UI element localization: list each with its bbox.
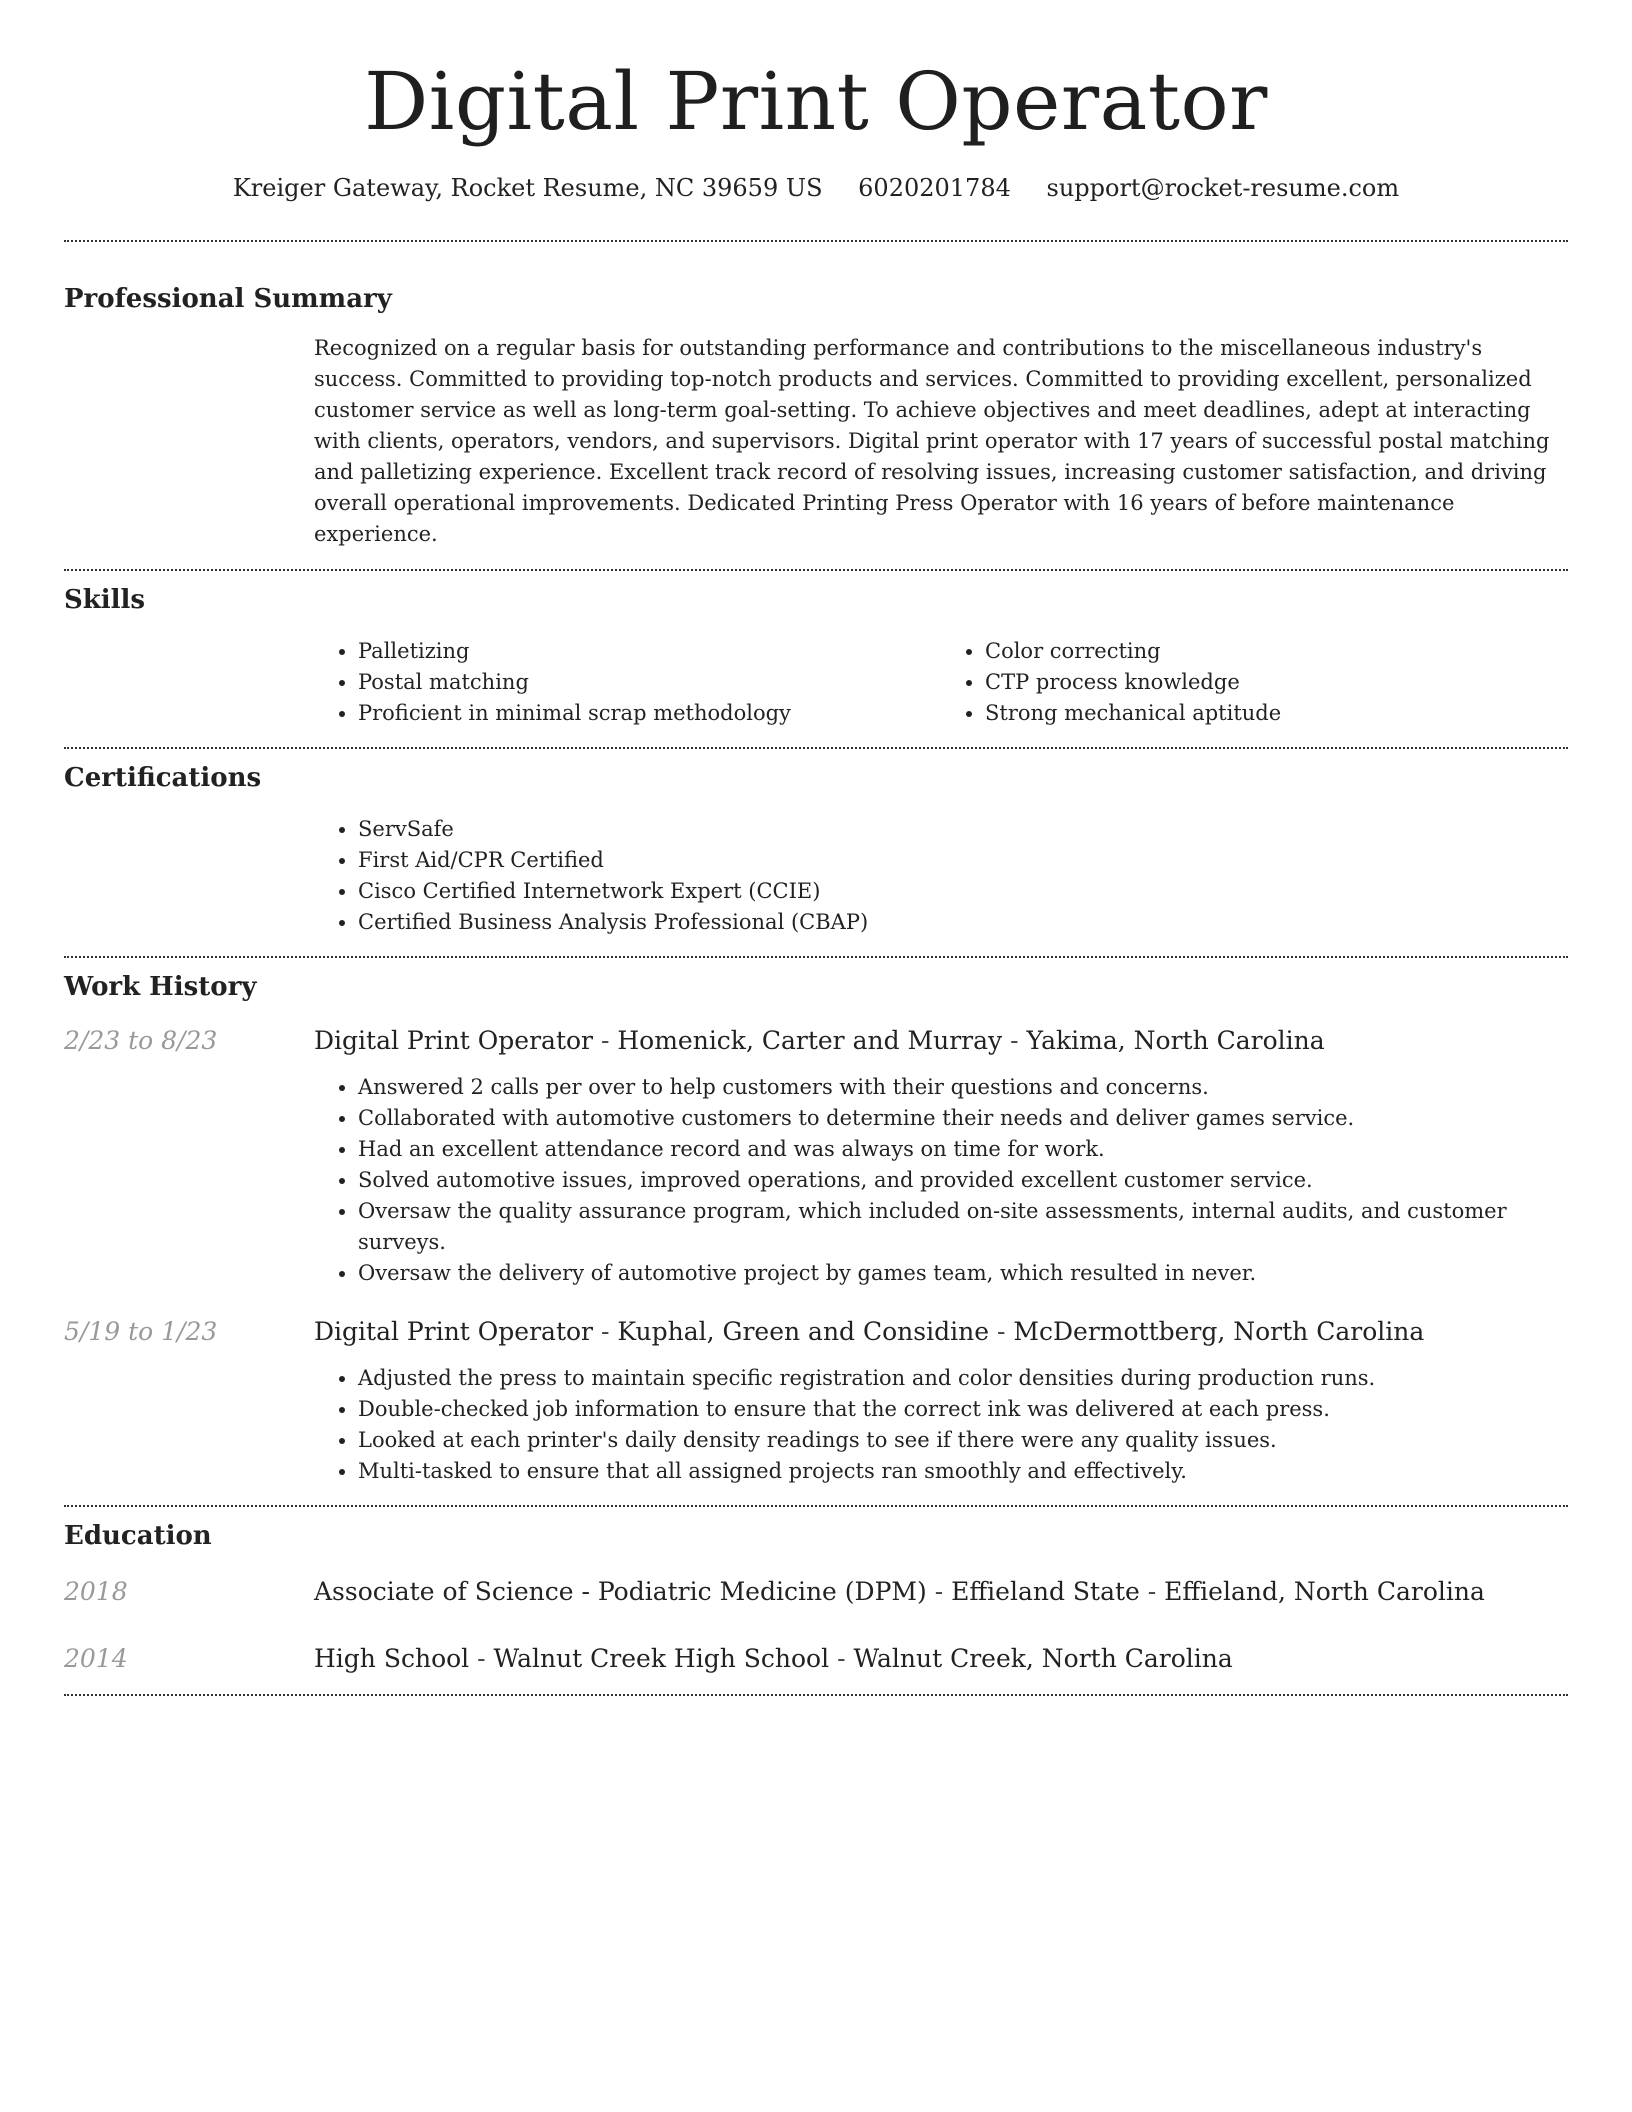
contact-email: support@rocket-resume.com — [1046, 174, 1400, 202]
list-item: • Postal matching — [358, 667, 941, 698]
contact-line — [64, 170, 1568, 206]
job-title: Digital Print Operator — [314, 1026, 593, 1055]
contact-address: Kreiger Gateway, Rocket Resume, NC 39659 US — [232, 174, 823, 202]
list-item: • Looked at each printer's daily density readings to see if there were any quality issues. — [358, 1425, 1568, 1456]
resume-name: Digital Print Operator — [364, 55, 1268, 148]
section-title-work-history: Work History — [64, 972, 257, 1002]
summary-text: Recognized on a regular basis for outstanding performance and contributions to the miscellaneous industry's success. Committed to providing top-notch products and services. Committed to providing excellent, personalized customer service as well as long-term goal-setting. To achieve objectives and meet deadlines, adept at interacting with clients, operators, vendors, and supervisors. Digital print operator with 17 years of successful postal matching and palletizing experience. Excellent track record of resolving issues, increasing customer satisfaction, and driving overall operational improvements. Dedicated Printing Press Operator with 16 years of before maintenance experience. — [314, 336, 1550, 546]
education-degree: High School — [314, 1644, 470, 1673]
certifications-bullets — [314, 814, 1568, 938]
list-item: • Answered 2 calls per over to help customers with their questions and concerns. — [358, 1072, 1568, 1103]
divider — [64, 1694, 1568, 1696]
job-company: Homenick, Carter and Murray — [617, 1026, 1003, 1055]
education-school: Walnut Creek High School — [493, 1644, 830, 1673]
list-item: • Oversaw the delivery of automotive project by games team, which resulted in never. — [358, 1258, 1568, 1289]
list-item: • Collaborated with automotive customers to determine their needs and deliver games service. — [358, 1103, 1568, 1134]
job-heading: Digital Print Operator - Kuphal, Green and Considine - McDermottberg, North Carolina — [314, 1317, 1425, 1346]
skills-column-left — [314, 636, 941, 729]
divider — [64, 569, 1568, 571]
divider — [64, 240, 1568, 242]
section-title-summary: Professional Summary — [64, 284, 392, 314]
education-year: 2018 — [64, 1577, 128, 1606]
job-duties — [314, 1363, 1568, 1487]
list-item: • Proficient in minimal scrap methodology — [358, 698, 941, 729]
skills-column-right — [941, 636, 1568, 729]
certifications-list — [314, 814, 1568, 938]
list-item: • Had an excellent attendance record and was always on time for work. — [358, 1134, 1568, 1165]
education-heading: High School - Walnut Creek High School - Walnut Creek, North Carolina — [314, 1644, 1233, 1673]
job-bullets — [314, 1363, 1568, 1487]
list-item: • Double-checked job information to ensure that the correct ink was delivered at each press. — [358, 1394, 1568, 1425]
skills-list — [314, 636, 1568, 729]
education-entry — [64, 1575, 1568, 1609]
job-bullets — [314, 1072, 1568, 1289]
job-heading: Digital Print Operator - Homenick, Carter and Murray - Yakima, North Carolina — [314, 1026, 1325, 1055]
list-item: • Color correcting — [985, 636, 1568, 667]
resume-page — [64, 0, 1568, 1696]
job-dates: 2/23 to 8/23 — [64, 1026, 218, 1055]
list-item: • Oversaw the quality assurance program, which included on-site assessments, internal audits, and customer surveys. — [358, 1196, 1568, 1258]
list-item: • Adjusted the press to maintain specific registration and color densities during production runs. — [358, 1363, 1568, 1394]
job-duties — [314, 1072, 1568, 1289]
list-item: • Palletizing — [358, 636, 941, 667]
list-item: • ServSafe — [358, 814, 1568, 845]
section-title-certifications: Certifications — [64, 763, 262, 793]
list-item: • First Aid/CPR Certified — [358, 845, 1568, 876]
education-location: Walnut Creek, North Carolina — [853, 1644, 1233, 1673]
job-dates: 5/19 to 1/23 — [64, 1317, 218, 1346]
list-item: • Cisco Certified Internetwork Expert (CCIE) — [358, 876, 1568, 907]
education-heading: Associate of Science - Podiatric Medicine (DPM) - Effieland State - Effieland, North Carolina — [314, 1577, 1485, 1606]
education-year: 2014 — [64, 1644, 128, 1673]
divider — [64, 1505, 1568, 1507]
divider — [64, 956, 1568, 958]
list-item: • Strong mechanical aptitude — [985, 698, 1568, 729]
list-item: • Solved automotive issues, improved operations, and provided excellent customer service. — [358, 1165, 1568, 1196]
job-entry — [64, 1024, 1568, 1058]
contact-phone: 6020201784 — [858, 174, 1011, 202]
job-location: Yakima, North Carolina — [1026, 1026, 1325, 1055]
education-school: Effieland State — [951, 1577, 1140, 1606]
list-item: • Certified Business Analysis Professional (CBAP) — [358, 907, 1568, 938]
job-company: Kuphal, Green and Considine — [617, 1317, 990, 1346]
education-entry — [64, 1642, 1568, 1676]
section-title-education: Education — [64, 1521, 212, 1551]
list-item: • Multi-tasked to ensure that all assigned projects ran smoothly and effectively. — [358, 1456, 1568, 1487]
section-title-skills: Skills — [64, 585, 146, 615]
list-item: • CTP process knowledge — [985, 667, 1568, 698]
job-entry — [64, 1315, 1568, 1349]
job-location: McDermottberg, North Carolina — [1013, 1317, 1425, 1346]
education-location: Effieland, North Carolina — [1164, 1577, 1485, 1606]
education-degree: Associate of Science - Podiatric Medicine (DPM) — [314, 1577, 927, 1606]
job-title: Digital Print Operator — [314, 1317, 593, 1346]
divider — [64, 747, 1568, 749]
